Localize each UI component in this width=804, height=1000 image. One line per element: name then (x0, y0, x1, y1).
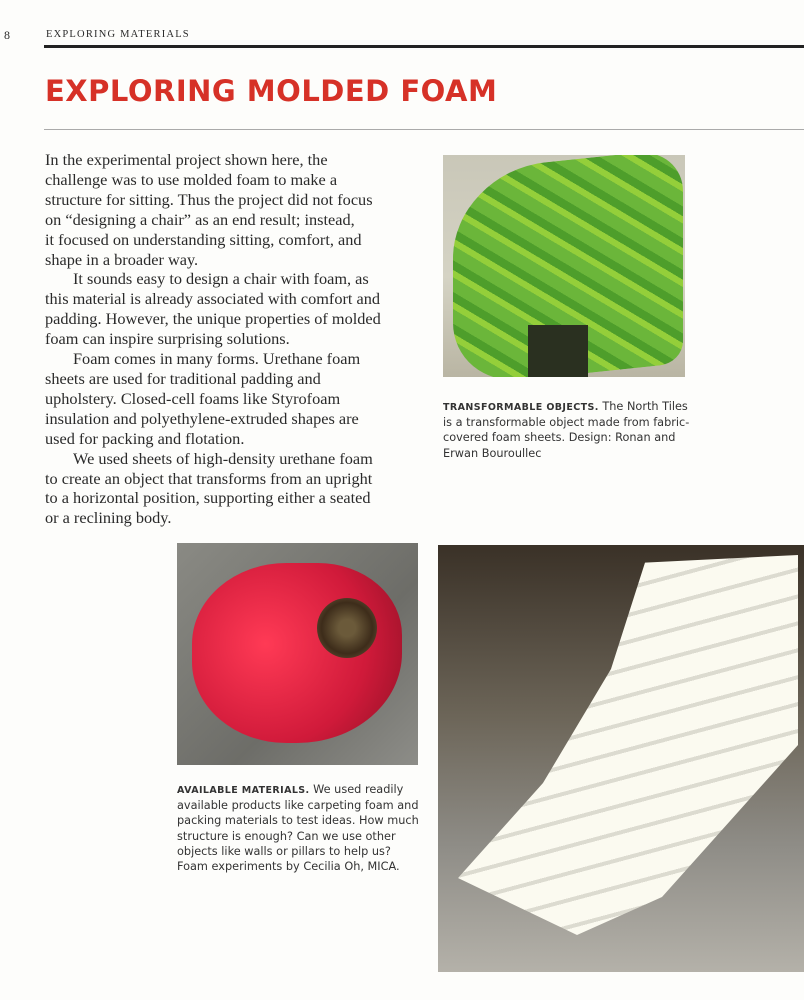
page-title: EXPLORING MOLDED FOAM (45, 74, 498, 108)
text-line: it focused on understanding sitting, comfort, and (45, 229, 362, 249)
text-line: on “designing a chair” as an end result; instead, (45, 209, 355, 229)
caption-text: We used readily available products like carpeting foam and packing materials to test ideas. How much structure is enough? Can we use other objects like walls or pillars to help us? Foam experiments by Cecilia Oh, MICA. (177, 783, 419, 874)
text-line: Foam comes in many forms. Urethane foam (73, 349, 361, 369)
text-line: padding. However, the unique properties of molded (45, 309, 381, 329)
caption-label: AVAILABLE MATERIALS. (177, 785, 310, 796)
text-line: to create an object that transforms from an upright (45, 468, 373, 488)
text-line: or a reclining body. (45, 508, 172, 528)
text-line: shape in a broader way. (45, 249, 199, 269)
text-line: In the experimental project shown here, the (45, 150, 328, 169)
running-head: EXPLORING MATERIALS (46, 29, 190, 40)
caption-text: The North Tiles is a transformable object made from fabric-covered foam sheets. Design: Ronan and Erwan Bouroullec (443, 400, 690, 460)
text-line: to a horizontal position, supporting either a seated (45, 488, 371, 508)
text-line: foam can inspire surprising solutions. (45, 329, 290, 349)
text-line: upholstery. Closed-cell foams like Styrofoam (45, 388, 341, 408)
text-line: used for packing and flotation. (45, 428, 245, 448)
carpet-foam-roll-photo (177, 543, 418, 765)
text-line: structure for sitting. Thus the project did not focus (45, 189, 373, 209)
caption-label: TRANSFORMABLE OBJECTS. (443, 402, 599, 413)
paragraph (45, 269, 425, 349)
text-line: challenge was to use molded foam to make a (45, 169, 338, 189)
text-line: It sounds easy to design a chair with foam, as (73, 269, 369, 289)
paragraph (45, 150, 425, 269)
text-line: this material is already associated with comfort and (45, 289, 381, 309)
caption-transformable-objects (443, 399, 693, 461)
north-tiles-photo (443, 155, 685, 377)
paragraph (45, 349, 425, 449)
page-number: 8 (4, 28, 10, 42)
paragraph (45, 449, 425, 529)
packing-foam-chair-photo (438, 545, 804, 972)
title-rule (44, 129, 804, 130)
body-text (45, 150, 425, 528)
text-line: We used sheets of high-density urethane foam (73, 448, 373, 468)
caption-available-materials (177, 782, 422, 874)
text-line: sheets are used for traditional padding and (45, 368, 321, 388)
text-line: insulation and polyethylene-extruded shapes are (45, 408, 359, 428)
header-rule (44, 45, 804, 48)
